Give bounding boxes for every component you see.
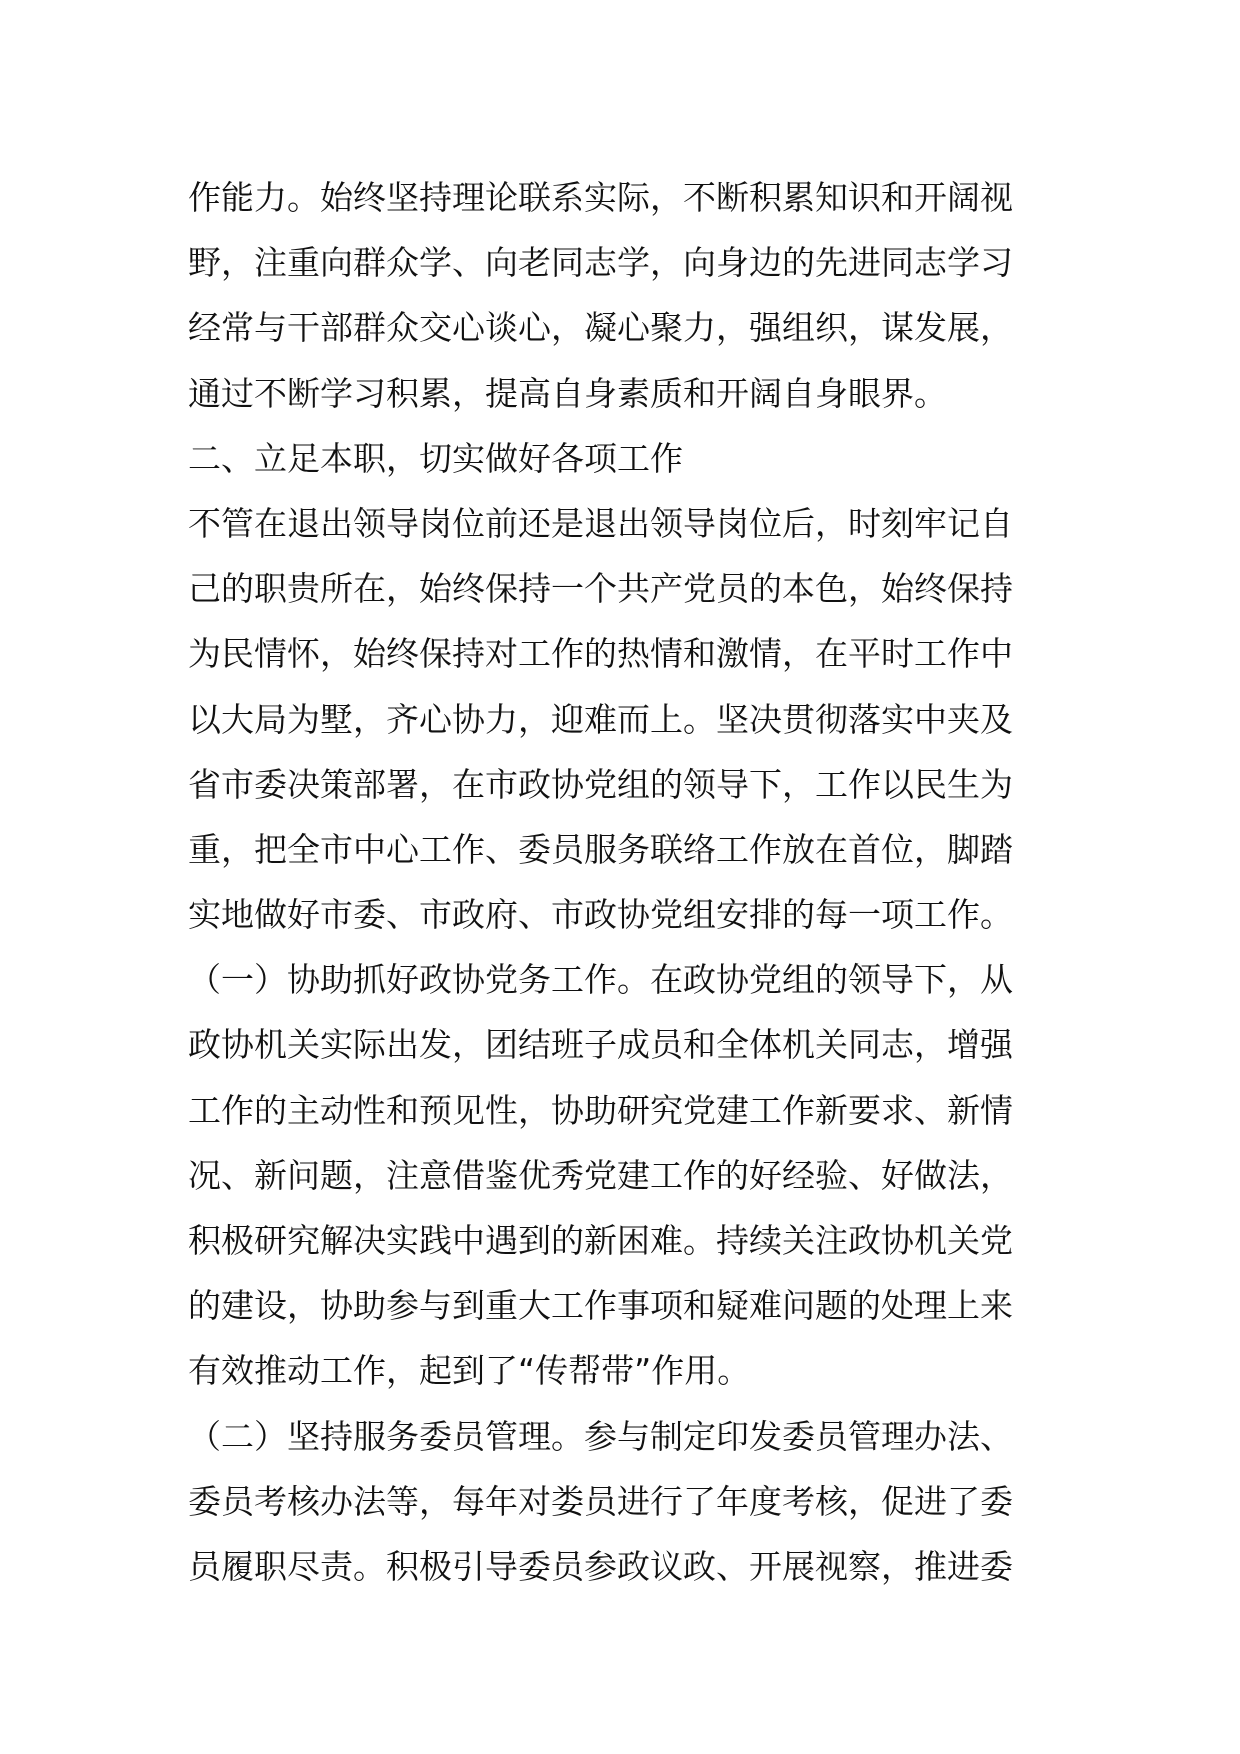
text-line: 委员考核办法等，每年对娄员进行了年度考核，促进了委	[188, 1481, 1013, 1521]
text-line: 员履职尽责。积极引导委员参政议政、开展视察，推进委	[188, 1546, 1013, 1586]
text-line: 工作的主动性和预见性，协助研究党建工作新要求、新情	[188, 1090, 1013, 1130]
text-line: 己的职贵所在，始终保持一个共产党员的本色，始终保持	[188, 569, 1013, 609]
section-heading: 二、立足本职，切实做好各项工作	[188, 438, 683, 478]
text-line: 野，注重向群众学、向老同志学，向身边的先进同志学习	[188, 243, 1013, 283]
text-line: 不管在退出领导岗位前还是退出领导岗位后，时刻牢记自	[188, 503, 1013, 543]
text-line: 实地做好市委、市政府、市政协党组安排的每一项工作。	[188, 895, 1013, 935]
text-line: 况、新问题，注意借鉴优秀党建工作的好经验、好做法，	[188, 1155, 1013, 1195]
text-line: 积极研究解决实践中遇到的新困难。持续关注政协机关党	[188, 1221, 1013, 1260]
document-body	[188, 165, 1068, 1599]
text-line: 为民情怀，始终保持对工作的热情和激情，在平时工作中	[188, 634, 1013, 674]
text-line: 以大局为墅，齐心协力，迎难而上。坚决贯彻落实中夹及	[188, 699, 1013, 739]
text-line: 省市委决策部署，在市政协党组的领导下，工作以民生为	[188, 764, 1013, 804]
text-line: 有效推动工作，起到了“传帮带”作用。	[188, 1351, 751, 1391]
subsection-heading: （一）协助抓好政协党务工作。在政协党组的领导下，从	[188, 960, 1013, 1000]
text-line: 经常与干部群众交心谈心，凝心聚力，强组织，谋发展，	[188, 308, 1013, 348]
text-line: 政协机关实际出发，团结班子成员和全体机关同志，增强	[188, 1025, 1013, 1065]
subsection-heading: （二）坚持服务委员管理。参与制定印发委员管理办法、	[188, 1416, 1013, 1456]
text-line: 重，把全市中心工作、委员服务联络工作放在首位，脚踏	[188, 829, 1013, 869]
text-line: 的建设，协助参与到重大工作事项和疑难问题的处理上来	[188, 1286, 1013, 1326]
text-line: 通过不断学习积累，提高自身素质和开阔自身眼界。	[188, 373, 947, 413]
text-line: 作能力。始终坚持理论联系实际，不断积累知识和开阔视	[188, 178, 1013, 217]
